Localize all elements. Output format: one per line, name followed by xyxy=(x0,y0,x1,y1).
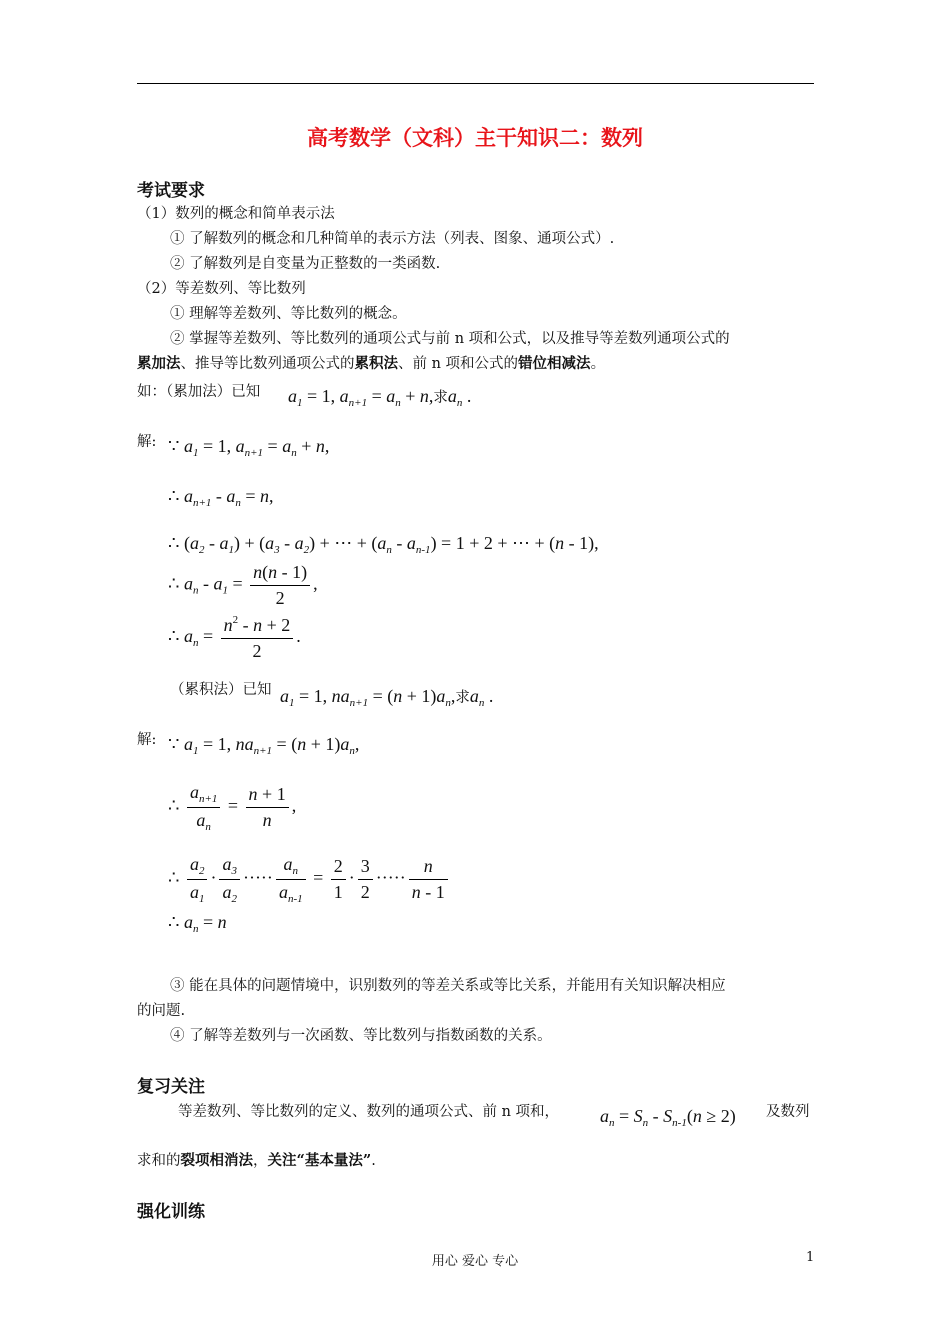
math-formula: $a_1 = 1$, $na_{n+1} = (n + 1)a_n$,求$a_n$ . xyxy=(280,686,494,709)
math-formula: ∴ $a_n$ = $\frac{n^2 - n + 2}{2}$ . xyxy=(168,614,301,661)
header-rule xyxy=(137,83,814,84)
page-title: 高考数学（文科）主干知识二：数列 xyxy=(307,126,643,150)
math-formula: ∵ $a_1 = 1$, $a_{n+1} = a_n + n$, xyxy=(168,436,330,459)
section-heading-training: 强化训练 xyxy=(137,1202,205,1222)
math-formula: ∴ $(a_2 - a_1) + (a_3 - a_2)$ + ⋯ + $(a_n - a_{n-1}) = 1 + 2$ + ⋯ + (n - 1), xyxy=(168,533,599,556)
list-item: ② 掌握等差数列、等比数列的通项公式与前 n 项和公式，以及推导等差数列通项公式的 xyxy=(170,331,730,347)
solution-label: 解: xyxy=(137,434,157,450)
list-item: ① 了解数列的概念和几种简单的表示方法（列表、图象、通项公式）. xyxy=(170,231,615,247)
section-heading-review: 复习关注 xyxy=(137,1077,205,1097)
list-item: ① 理解等差数列、等比数列的概念。 xyxy=(170,306,407,322)
list-item: ② 了解数列是自变量为正整数的一类函数. xyxy=(170,256,441,272)
math-formula: $a_n = S_n - S_{n-1}(n \ge 2)$ xyxy=(600,1106,736,1129)
example-label: 如：（累加法）已知 xyxy=(137,384,261,400)
math-formula: ∴ $a_n - a_1$ = $\frac{n(n - 1)}{2}$ , xyxy=(168,562,318,608)
bold-term: 累积法 xyxy=(354,355,398,372)
list-item: ④ 了解等差数列与一次函数、等比数列与指数函数的关系。 xyxy=(170,1028,552,1044)
bold-term: 错位相减法 xyxy=(518,355,591,372)
math-formula: ∵ $a_1 = 1$, $na_{n+1} = (n + 1)a_n$, xyxy=(168,734,360,757)
math-formula: ∴ $a_n = n$ xyxy=(168,912,227,935)
example-label: （累积法）已知 xyxy=(170,682,272,698)
paragraph-text: 及数列 xyxy=(766,1104,810,1120)
paragraph-text: 等差数列、等比数列的定义、数列的通项公式、前 n 项和， xyxy=(178,1104,560,1120)
bold-term: 累加法 xyxy=(137,355,181,372)
math-formula: ∴ $\frac{a_2}{a_1}$ · $\frac{a_3}{a_2}$ ····· $\frac{a_n}{a_{n-1}}$ = $\frac{2}{1}$ · $\frac{3}{2}$ ····· $\frac{n}{n - 1}$ xyxy=(168,854,451,905)
page-footer: 用心 爱心 专心 xyxy=(431,1254,519,1269)
paragraph-text: 求和的裂项相消法，关注“基本量法”. xyxy=(137,1152,376,1169)
solution-label: 解: xyxy=(137,732,157,748)
list-item-continuation: 的问题. xyxy=(137,1003,186,1019)
list-item: （2）等差数列、等比数列 xyxy=(137,281,306,297)
math-formula: ∴ $\frac{a_{n+1}}{a_n}$ = $\frac{n + 1}{n}$ , xyxy=(168,782,297,833)
page-number: 1 xyxy=(806,1250,815,1265)
section-heading-exam-requirements: 考试要求 xyxy=(137,181,205,201)
math-formula: ∴ $a_{n+1} - a_n = n$, xyxy=(168,486,274,509)
math-formula: $a_1 = 1$, $a_{n+1} = a_n + n$,求$a_n$ . xyxy=(288,386,472,409)
list-item: （1）数列的概念和简单表示法 xyxy=(137,206,335,222)
bold-term: 裂项相消法 xyxy=(180,1152,253,1169)
list-item-continuation: 累加法、推导等比数列通项公式的累积法、前 n 项和公式的错位相减法。 xyxy=(137,355,606,372)
bold-term: 关注“基本量法” xyxy=(267,1152,372,1169)
list-item: ③ 能在具体的问题情境中，识别数列的等差关系或等比关系，并能用有关知识解决相应 xyxy=(170,978,726,994)
